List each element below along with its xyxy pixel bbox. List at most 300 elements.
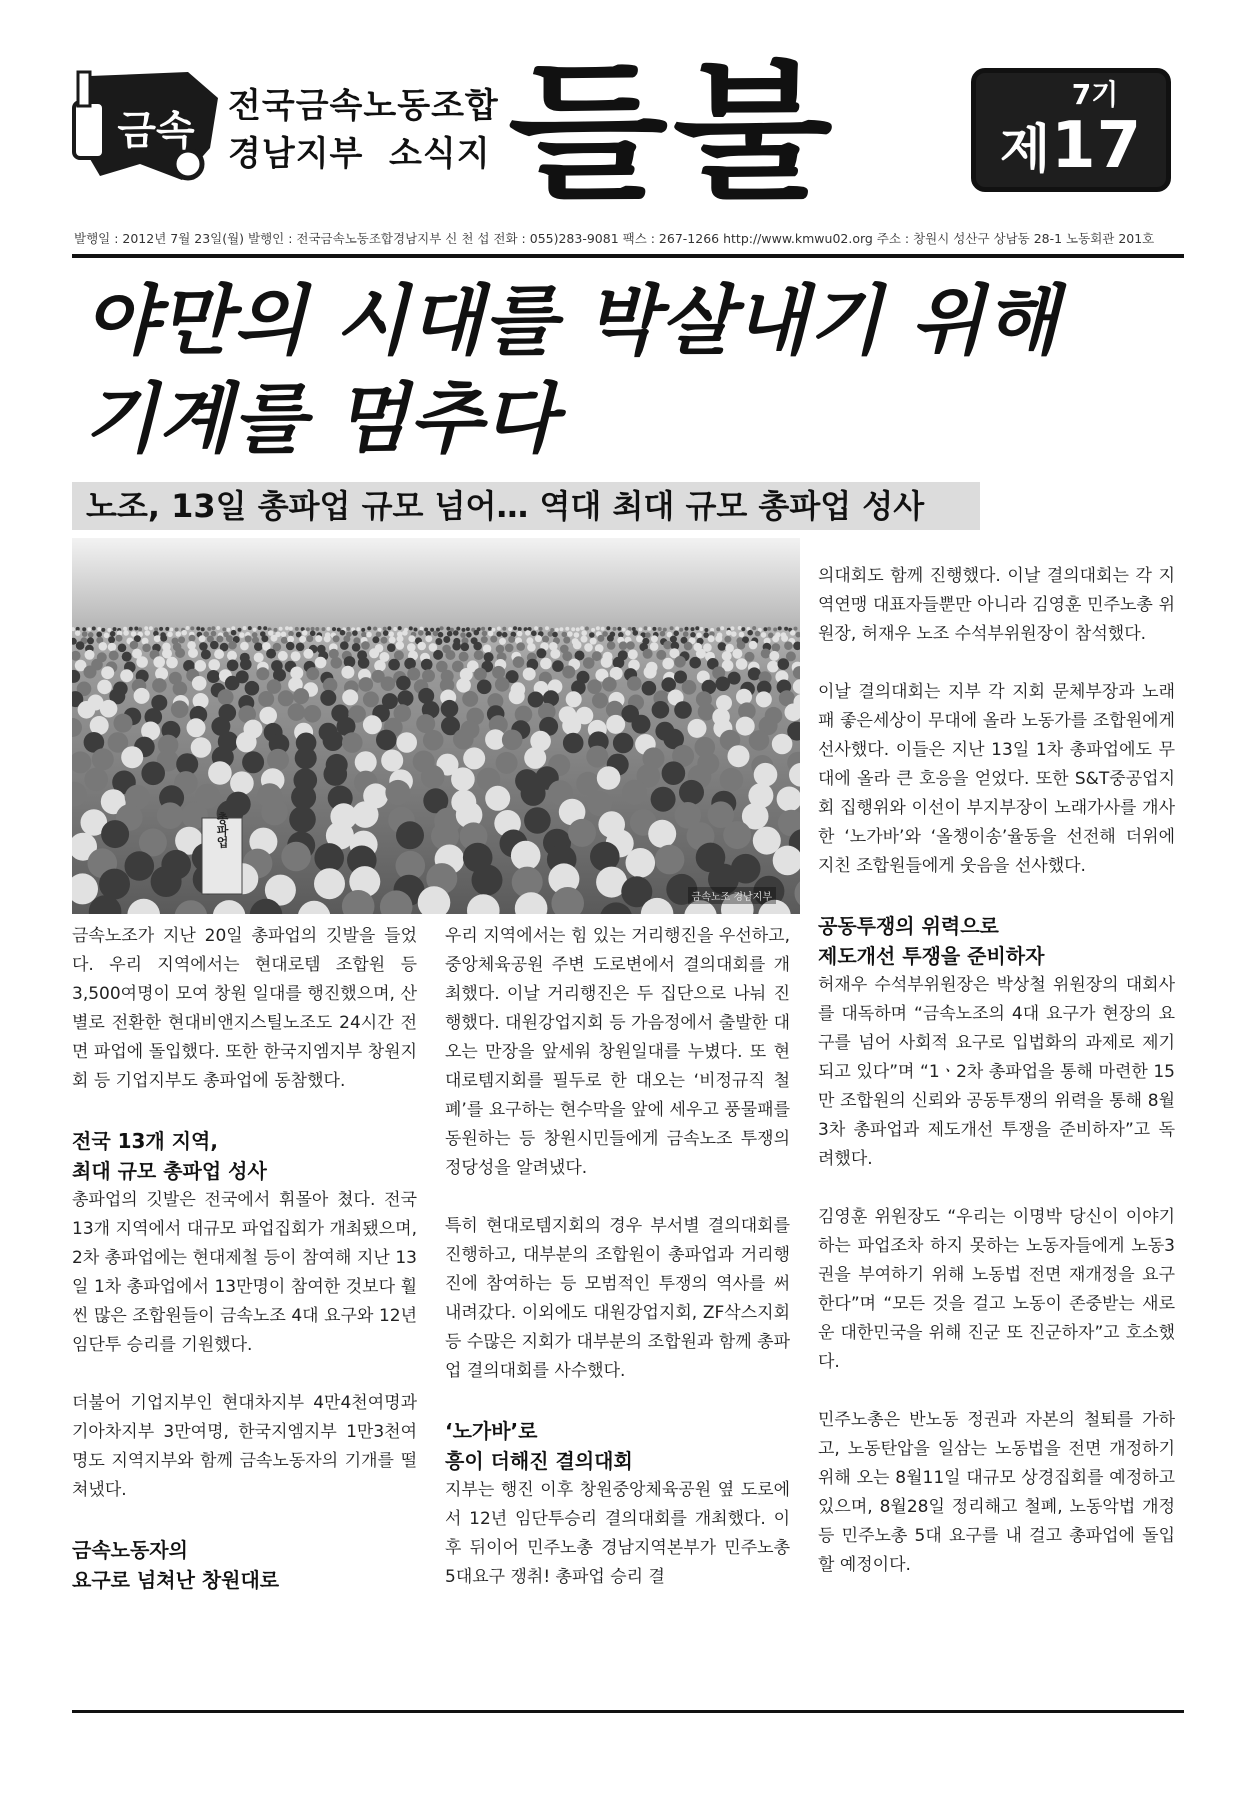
crowd-figure [584, 643, 593, 652]
crowd-figure [440, 626, 444, 630]
crowd-figure [636, 635, 643, 642]
crowd-figure [502, 627, 506, 631]
crowd-figure [322, 627, 326, 631]
crowd-figure [539, 627, 543, 631]
crowd-figure [565, 627, 569, 631]
crowd-figure [652, 627, 656, 631]
crowd-figure [296, 643, 305, 652]
crowd-figure [695, 626, 699, 630]
crowd-figure [151, 866, 182, 897]
crowd-figure [352, 643, 361, 652]
crowd-figure [138, 627, 142, 631]
crowd-figure [682, 680, 697, 695]
crowd-figure [490, 636, 497, 643]
crowd-figure [82, 631, 88, 637]
crowd-figure [340, 641, 349, 650]
crowd-figure [767, 627, 771, 631]
crowd-figure [398, 626, 402, 630]
crowd-figure [443, 636, 450, 643]
crowd-figure [75, 630, 81, 636]
crowd-figure [218, 689, 234, 705]
crowd-figure [116, 635, 123, 642]
crowd-figure [496, 752, 518, 774]
crowd-figure [381, 750, 403, 772]
crowd-figure [113, 627, 117, 631]
crowd-figure [606, 626, 610, 630]
crowd-figure [245, 681, 260, 696]
org-line-1: 전국금속노동조합 [228, 86, 499, 126]
crowd-figure [402, 630, 408, 636]
crowd-figure [586, 746, 608, 768]
crowd-figure [92, 627, 96, 631]
crowd-figure [679, 628, 683, 632]
crowd-figure [536, 648, 546, 658]
crowd-figure [663, 628, 667, 632]
crowd-figure [456, 678, 471, 693]
crowd-figure [576, 627, 580, 631]
crowd-figure [315, 627, 319, 631]
crowd-figure [590, 842, 620, 872]
crowd-figure [408, 635, 415, 642]
crowd-figure [627, 676, 642, 691]
crowd-figure [388, 659, 400, 671]
crowd-figure [562, 716, 581, 735]
rally-photo [72, 538, 800, 914]
crowd-figure [638, 627, 642, 631]
crowd-figure [239, 632, 245, 638]
crowd-figure [240, 642, 249, 651]
crowd-figure [374, 660, 386, 672]
crowd-figure [513, 656, 525, 668]
crowd-figure [245, 635, 252, 642]
crowd-figure [340, 630, 346, 636]
crowd-figure [589, 632, 595, 638]
crowd-figure [772, 734, 793, 755]
crowd-figure [453, 729, 474, 750]
crowd-figure [674, 701, 692, 719]
crowd-figure [315, 635, 322, 642]
crowd-figure [207, 670, 220, 683]
crowd-figure [367, 626, 371, 630]
crowd-figure [749, 730, 770, 751]
crowd-figure [736, 658, 748, 670]
crowd-figure [563, 637, 570, 644]
crowd-figure [230, 771, 254, 795]
crowd-figure [323, 730, 344, 751]
crowd-figure [288, 631, 294, 637]
crowd-figure [574, 632, 580, 638]
crowd-figure [331, 657, 343, 669]
crowd-figure [495, 677, 510, 692]
crowd-figure [291, 785, 316, 810]
crowd-figure [152, 678, 167, 693]
crowd-figure [590, 638, 597, 645]
crowd-figure [430, 628, 434, 632]
crowd-figure [794, 627, 798, 631]
crowd-figure [208, 659, 220, 671]
crowd-figure [424, 628, 428, 632]
crowd-figure [304, 705, 322, 723]
crowd-figure [341, 666, 354, 679]
crowd-figure [420, 627, 424, 631]
crowd-figure [433, 631, 439, 637]
crowd-figure [186, 626, 190, 630]
crowd-figure [407, 643, 416, 652]
crowd-figure [378, 628, 382, 632]
crowd-figure [279, 627, 283, 631]
crowd-figure [107, 628, 111, 632]
crowd-figure [720, 626, 724, 630]
crowd-figure [157, 802, 184, 829]
crowd-figure [376, 730, 397, 751]
crowd-figure [710, 628, 714, 632]
crowd-figure [496, 631, 502, 637]
crowd-figure [110, 631, 116, 637]
crowd-figure [145, 630, 151, 636]
crowd-figure [755, 631, 761, 637]
crowd-figure [716, 627, 720, 631]
crowd-figure [790, 630, 796, 636]
crowd-figure [314, 868, 345, 899]
crowd-figure [289, 627, 293, 631]
crowd-figure [515, 706, 533, 724]
crowd-figure [459, 652, 469, 662]
crowd-figure [149, 626, 153, 630]
crowd-figure [633, 630, 639, 636]
crowd-figure [559, 627, 563, 631]
crowd-figure [315, 657, 327, 669]
crowd-figure [355, 751, 377, 773]
crowd-figure [417, 642, 426, 651]
crowd-figure [295, 747, 317, 769]
crowd-figure [421, 765, 445, 789]
crowd-figure [423, 730, 444, 751]
logo-emblem [70, 68, 220, 186]
crowd-figure [462, 628, 466, 632]
crowd-figure [281, 842, 311, 872]
crowd-figure [715, 635, 722, 642]
crowd-figure [144, 626, 148, 630]
paragraph: 허재우 수석부위원장은 박상철 위원장의 대회사를 대독하며 “금속노조의 4대 요구가 현장의 요구를 넘어 사회적 요구로 입법화의 과제로 제기되고 있다”며 “1ㆍ2차 총파업을 통해 마련한 15만 조합원의 신뢰와 공동투쟁의 위력을 통해 8월 3차 총파업과 제도개선 투쟁을 준비하자”고 독려했다. [818, 975, 1175, 1169]
crowd-figure [266, 649, 276, 659]
crowd-figure [281, 632, 287, 638]
crowd-figure [739, 632, 745, 638]
crowd-figure [513, 626, 517, 630]
crowd-figure [689, 657, 701, 669]
crowd-figure [291, 651, 301, 661]
crowd-figure [286, 642, 295, 651]
crowd-figure [761, 632, 767, 638]
crowd-figure [274, 628, 278, 632]
crowd-figure [446, 627, 450, 631]
crowd-figure [483, 644, 492, 653]
crowd-figure [159, 627, 163, 631]
crowd-figure [472, 865, 503, 896]
crowd-figure [488, 631, 494, 637]
crowd-figure [332, 627, 336, 631]
crowd-figure [481, 636, 488, 643]
crowd-figure [425, 635, 432, 642]
crowd-figure [121, 746, 143, 768]
crowd-figure [100, 700, 118, 718]
crowd-figure [718, 642, 727, 651]
crowd-figure [87, 627, 91, 631]
crowd-figure [445, 650, 455, 660]
crowd-figure [369, 648, 379, 658]
crowd-figure [592, 693, 608, 709]
paragraph: 총파업의 깃발은 전국에서 휘몰아 쳤다. 전국 13개 지역에서 대규모 파업집회가 개최됐으며, 2차 총파업에는 현대제철 등이 참여해 지난 13일 1차 총파업에서 13만명이 참여한 것보다 훨씬 많은 조합원들이 금속노조 4대 요구와 12년 임단투 승리를 기원했다. [72, 1190, 417, 1355]
crowd-figure [306, 667, 319, 680]
crowd-figure [320, 690, 336, 706]
crowd-figure [342, 689, 358, 705]
crowd-figure [715, 677, 730, 692]
crowd-figure [123, 627, 127, 631]
crowd-figure [142, 644, 151, 653]
crowd-figure [258, 691, 274, 707]
crowd-figure [736, 717, 755, 736]
crowd-figure [191, 737, 212, 758]
crowd-figure [767, 661, 779, 673]
crowd-figure [166, 657, 178, 669]
crowd-figure [568, 819, 596, 847]
crowd-figure [726, 630, 732, 636]
crowd-figure [482, 631, 488, 637]
crowd-figure [306, 627, 310, 631]
crowd-figure [534, 626, 538, 630]
crowd-figure [552, 632, 558, 638]
crowd-figure [585, 627, 589, 631]
crowd-figure [216, 626, 220, 630]
crowd-figure [261, 799, 288, 826]
publication-info: 발행일 : 2012년 7월 23일(월) 발행인 : 전국금속노동조합경남지부 신 천 섭 전화 : 055)283-9081 팩스 : 267-1266 http://www.kmwu02.org 주소 : 창원시 성산구 상남동 28-1 노동회관 201호 [74, 231, 1155, 246]
crowd-figure [550, 649, 560, 659]
crowd-figure [256, 667, 269, 680]
crowd-figure [567, 631, 573, 637]
crowd-figure [225, 676, 240, 691]
crowd-figure [622, 780, 647, 805]
crowd-figure [508, 627, 512, 631]
crowd-figure [674, 656, 686, 668]
crowd-figure [361, 641, 370, 650]
section-heading: 금속노동자의 요구로 넘쳐난 창원대로 [72, 1538, 280, 1592]
crowd-figure [87, 637, 94, 644]
crowd-figure [136, 656, 148, 668]
crowd-figure [679, 780, 704, 805]
crowd-figure [784, 641, 793, 650]
crowd-figure [660, 631, 666, 637]
crowd-figure [542, 636, 549, 643]
crowd-figure [655, 845, 685, 875]
crowd-figure [535, 635, 542, 642]
crowd-figure [240, 659, 252, 671]
crowd-figure [555, 628, 559, 632]
crowd-figure [527, 643, 536, 652]
crowd-figure [690, 632, 696, 638]
crowd-figure [749, 641, 758, 650]
crowd-figure [597, 635, 604, 642]
crowd-figure [373, 627, 377, 631]
crowd-figure [258, 626, 262, 630]
crowd-figure [271, 635, 278, 642]
crowd-figure [394, 650, 404, 660]
crowd-figure [737, 641, 746, 650]
paragraph: 이날 결의대회는 지부 각 지회 문체부장과 노래패 좋은세상이 무대에 올라 노동가를 조합원에게 선사했다. 이들은 지난 13일 1차 총파업에도 무대에 올라 큰 호응을 얻었다. 또한 S&T중공업지회 집행위와 이선이 부지부장이 노래가사를 개사한 ‘노가바’와 ‘올챙이송’율동을 선전해 더위에 지친 조합원들에게 웃음을 선사했다. [818, 682, 1175, 876]
issue-generation: 7기 [1071, 78, 1119, 111]
crowd-figure [521, 781, 546, 806]
crowd-figure [670, 636, 677, 643]
crowd-figure [628, 649, 638, 659]
crowd-figure [236, 732, 257, 753]
crowd-figure [263, 626, 267, 630]
crowd-figure [484, 652, 494, 662]
crowd-figure [356, 627, 360, 631]
crowd-figure [747, 630, 753, 636]
crowd-figure [171, 701, 189, 719]
crowd-figure [441, 700, 459, 718]
crowd-figure [114, 714, 133, 733]
crowd-figure [699, 627, 703, 631]
crowd-figure [632, 715, 651, 734]
crowd-figure [227, 628, 231, 632]
crowd-figure [141, 762, 165, 786]
crowd-figure [474, 668, 487, 681]
crowd-figure [393, 627, 397, 631]
crowd-figure [531, 631, 537, 637]
crowd-figure [337, 628, 341, 632]
crowd-figure [447, 631, 453, 637]
crowd-figure [178, 636, 185, 643]
crowd-figure [361, 632, 367, 638]
crowd-figure [696, 633, 702, 639]
crowd-figure [311, 627, 315, 631]
crowd-figure [656, 650, 666, 660]
crowd-figure [644, 626, 648, 630]
crowd-figure [254, 642, 263, 651]
crowd-figure [773, 628, 777, 632]
crowd-figure [253, 628, 257, 632]
article-column-2 [445, 922, 790, 1592]
crowd-figure [626, 641, 635, 650]
crowd-figure [324, 762, 348, 786]
crowd-figure [389, 637, 396, 644]
crowd-figure [435, 638, 442, 645]
crowd-figure [160, 635, 167, 642]
crowd-figure [383, 630, 389, 636]
headline-line-2: 기계를 멈추다 [84, 374, 558, 463]
crowd-figure [453, 630, 459, 636]
crowd-figure [358, 657, 370, 669]
crowd-figure [207, 627, 211, 631]
crowd-figure [366, 632, 372, 638]
crowd-figure [474, 630, 480, 636]
crowd-figure [333, 635, 340, 642]
crowd-figure [108, 643, 117, 652]
crowd-figure [772, 643, 781, 652]
crowd-figure [173, 681, 188, 696]
crowd-figure [167, 632, 173, 638]
paragraph: 우리 지역에서는 힘 있는 거리행진을 우선하고, 중앙체육공원 주변 도로변에서 결의대회를 개최했다. 이날 거리행진은 두 집단으로 나눠 진행했다. 대원강업지회 등 가음정에서 출발한 대오는 만장을 앞세워 창원일대를 누볐다. 또 현대로템지회를 필두로 한 대오는 ‘비정규직 철폐’를 요구하는 현수막을 앞에 세우고 풍물패를 동원하는 등 창원시민들에게 금속노조 투쟁의 정당성을 알려냈다. [445, 926, 790, 1178]
crowd-figure [85, 650, 95, 660]
crowd-figure [396, 732, 417, 753]
crowd-figure [691, 627, 695, 631]
crowd-figure [295, 627, 299, 631]
paragraph: 민주노총은 반노동 정권과 자본의 철퇴를 가하고, 노동탄압을 일삼는 노동법을 전면 개정하기 위해 오는 8월11일 대규모 상경집회를 예정하고 있으며, 8월28일 정리해고 철폐, 노동악법 개정 등 민주노총 5대 요구를 내 걸고 총파업에 돌입할 예정이다. [818, 1410, 1175, 1575]
photo-credit: 금속노조 경남지부 [688, 887, 776, 904]
crowd-figure [505, 644, 514, 653]
crowd-figure [383, 627, 387, 631]
crowd-figure [199, 642, 208, 651]
crowd-figure [376, 632, 382, 638]
crowd-figure [130, 641, 139, 650]
article-column-3 [818, 562, 1175, 1580]
crowd-figure [545, 626, 549, 630]
crowd-figure [238, 628, 242, 632]
crowd-figure [409, 626, 413, 630]
crowd-figure [736, 689, 752, 705]
crowd-figure [254, 653, 264, 663]
crowd-figure [731, 631, 737, 637]
crowd-figure [84, 768, 108, 792]
crowd-figure [643, 649, 653, 659]
crowd-figure [524, 747, 546, 769]
crowd-figure [99, 869, 130, 900]
crowd-figure [730, 626, 734, 630]
paragraph: 김영훈 위원장도 “우리는 이명박 당신이 이야기하는 파업조차 하지 못하는 노동자들에게 노동3권을 부여하기 위해 노동법 전면 재개정을 요구한다”며 “모든 것을 걸고 노동이 존중받는 새로운 대한민국을 위해 진군 또 진군하자”고 호소했다. [818, 1207, 1175, 1372]
crowd-figure [625, 630, 631, 636]
crowd-figure [591, 628, 595, 632]
crowd-figure [306, 635, 313, 642]
crowd-figure [278, 690, 294, 706]
crowd-figure [242, 751, 264, 773]
subheadline-bar [72, 482, 980, 530]
footer-divider [72, 1710, 1184, 1713]
crowd-figure [82, 627, 86, 631]
crowd-figure [346, 627, 350, 631]
crowd-figure [460, 632, 466, 638]
crowd-figure [509, 688, 525, 704]
crowd-figure [473, 642, 482, 651]
crowd-figure [474, 650, 484, 660]
crowd-figure [645, 632, 651, 638]
crowd-figure [231, 630, 237, 636]
crowd-figure [466, 632, 472, 638]
crowd-figure [452, 642, 461, 651]
crowd-figure [778, 626, 782, 630]
crowd-figure [566, 691, 582, 707]
crowd-figure [154, 635, 161, 642]
crowd-figure [84, 666, 97, 679]
crowd-figure [231, 626, 235, 630]
crowd-figure [396, 821, 424, 849]
crowd-figure [418, 630, 424, 636]
crowd-figure [518, 627, 522, 631]
crowd-figure [385, 780, 410, 805]
paragraph: 특히 현대로템지회의 경우 부서별 결의대회를 진행하고, 대부분의 조합원이 총파업과 거리행진에 참여하는 등 모범적인 투쟁의 역사를 써 내려갔다. 이외에도 대원강업지회, ZF삭스지회 등 수많은 지회가 대부분의 조합원과 함께 총파업 결의대회를 사수했다. [445, 1216, 790, 1381]
crowd-figure [497, 627, 501, 631]
crowd-figure [287, 636, 294, 643]
crowd-figure [496, 645, 505, 654]
crowd-figure [647, 627, 651, 631]
crowd-figure [88, 632, 94, 638]
crowd-figure [752, 626, 756, 630]
crowd-figure [784, 627, 788, 631]
crowd-figure [125, 851, 155, 881]
crowd-figure [642, 681, 657, 696]
crowd-figure [622, 628, 626, 632]
crowd-figure [601, 656, 613, 668]
logo-text: 금속 [117, 108, 195, 154]
crowd-figure [724, 636, 731, 643]
